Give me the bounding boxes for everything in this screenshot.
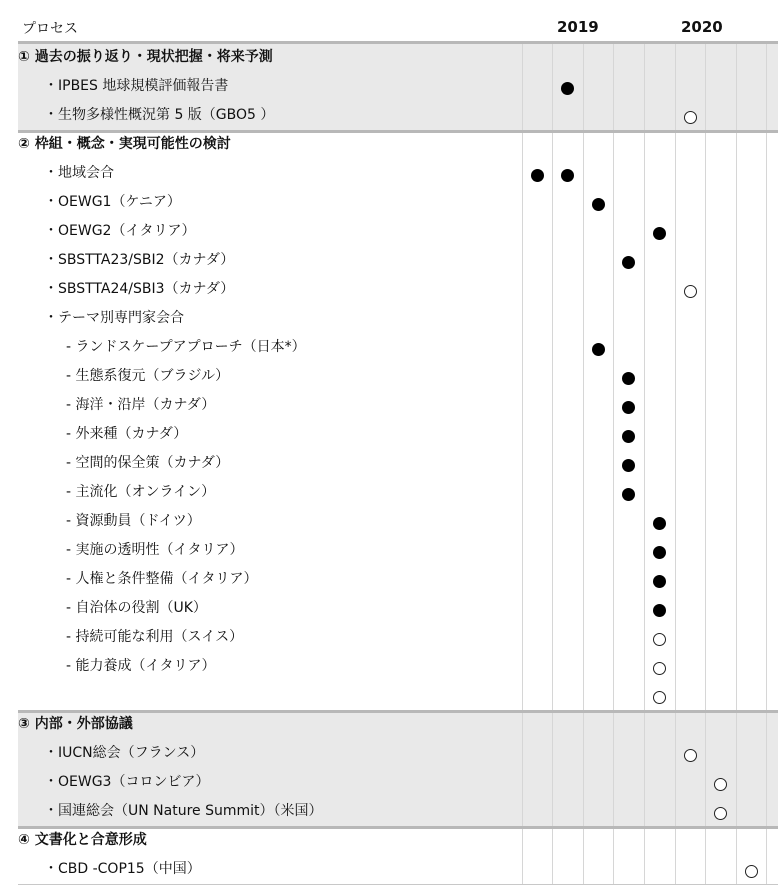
filled-circle-marker	[622, 256, 635, 269]
filled-circle-marker	[653, 227, 666, 240]
open-circle-marker	[653, 662, 666, 675]
filled-circle-marker	[561, 169, 574, 182]
open-circle-marker	[714, 807, 727, 820]
filled-circle-marker	[653, 604, 666, 617]
process-item-label: ・SBSTTA23/SBI2（カナダ）	[44, 252, 235, 268]
filled-circle-marker	[653, 517, 666, 530]
process-item-label: ・OEWG2（イタリア）	[44, 223, 196, 239]
year-2019-header: 2019	[557, 18, 599, 36]
process-item-label: ・CBD -COP15（中国）	[44, 861, 201, 877]
process-item-label: - 人権と条件整備（イタリア）	[66, 571, 258, 587]
filled-circle-marker	[622, 459, 635, 472]
process-item-label: - ランドスケープアプローチ（日本*）	[66, 339, 306, 355]
section-heading: ③ 内部・外部協議	[18, 716, 133, 732]
process-item-label: - 主流化（オンライン）	[66, 484, 216, 500]
process-item-label: ・SBSTTA24/SBI3（カナダ）	[44, 281, 235, 297]
filled-circle-marker	[622, 430, 635, 443]
filled-circle-marker	[653, 546, 666, 559]
filled-circle-marker	[592, 198, 605, 211]
filled-circle-marker	[622, 488, 635, 501]
section-heading: ① 過去の振り返り・現状把握・将来予測	[18, 49, 273, 65]
process-item-label: - 生態系復元（ブラジル）	[66, 368, 230, 384]
open-circle-marker	[653, 691, 666, 704]
process-item-label: ・IUCN総会（フランス）	[44, 745, 205, 761]
open-circle-marker	[653, 633, 666, 646]
open-circle-marker	[714, 778, 727, 791]
process-item-label: - 外来種（カナダ）	[66, 426, 188, 442]
filled-circle-marker	[622, 372, 635, 385]
process-item-label: ・OEWG1（ケニア）	[44, 194, 181, 210]
section-heading: ④ 文書化と合意形成	[18, 832, 147, 848]
filled-circle-marker	[592, 343, 605, 356]
process-item-label: - 空間的保全策（カナダ）	[66, 455, 230, 471]
open-circle-marker	[745, 865, 758, 878]
process-header: プロセス	[22, 21, 78, 37]
process-item-label: ・国連総会（UN Nature Summit）（米国）	[44, 803, 323, 819]
process-item-label: - 持続可能な利用（スイス）	[66, 629, 244, 645]
open-circle-marker	[684, 285, 697, 298]
process-item-label: - 自治体の役割（UK）	[66, 600, 207, 616]
filled-circle-marker	[531, 169, 544, 182]
filled-circle-marker	[622, 401, 635, 414]
process-item-label: ・生物多様性概況第 5 版（GBO5 ）	[44, 107, 275, 123]
process-item-label: ・地域会合	[44, 165, 114, 181]
process-item-label: - 海洋・沿岸（カナダ）	[66, 397, 216, 413]
open-circle-marker	[684, 111, 697, 124]
section-rule	[18, 884, 778, 885]
section-heading: ② 枠組・概念・実現可能性の検討	[18, 136, 231, 152]
process-item-label: ・IPBES 地球規模評価報告書	[44, 78, 229, 94]
year-2020-header: 2020	[681, 18, 723, 36]
process-item-label: ・テーマ別専門家会合	[44, 310, 184, 326]
process-item-label: ・OEWG3（コロンビア）	[44, 774, 210, 790]
filled-circle-marker	[561, 82, 574, 95]
process-item-label: - 資源動員（ドイツ）	[66, 513, 201, 529]
filled-circle-marker	[653, 575, 666, 588]
process-item-label: - 能力養成（イタリア）	[66, 658, 216, 674]
process-item-label: - 実施の透明性（イタリア）	[66, 542, 244, 558]
open-circle-marker	[684, 749, 697, 762]
